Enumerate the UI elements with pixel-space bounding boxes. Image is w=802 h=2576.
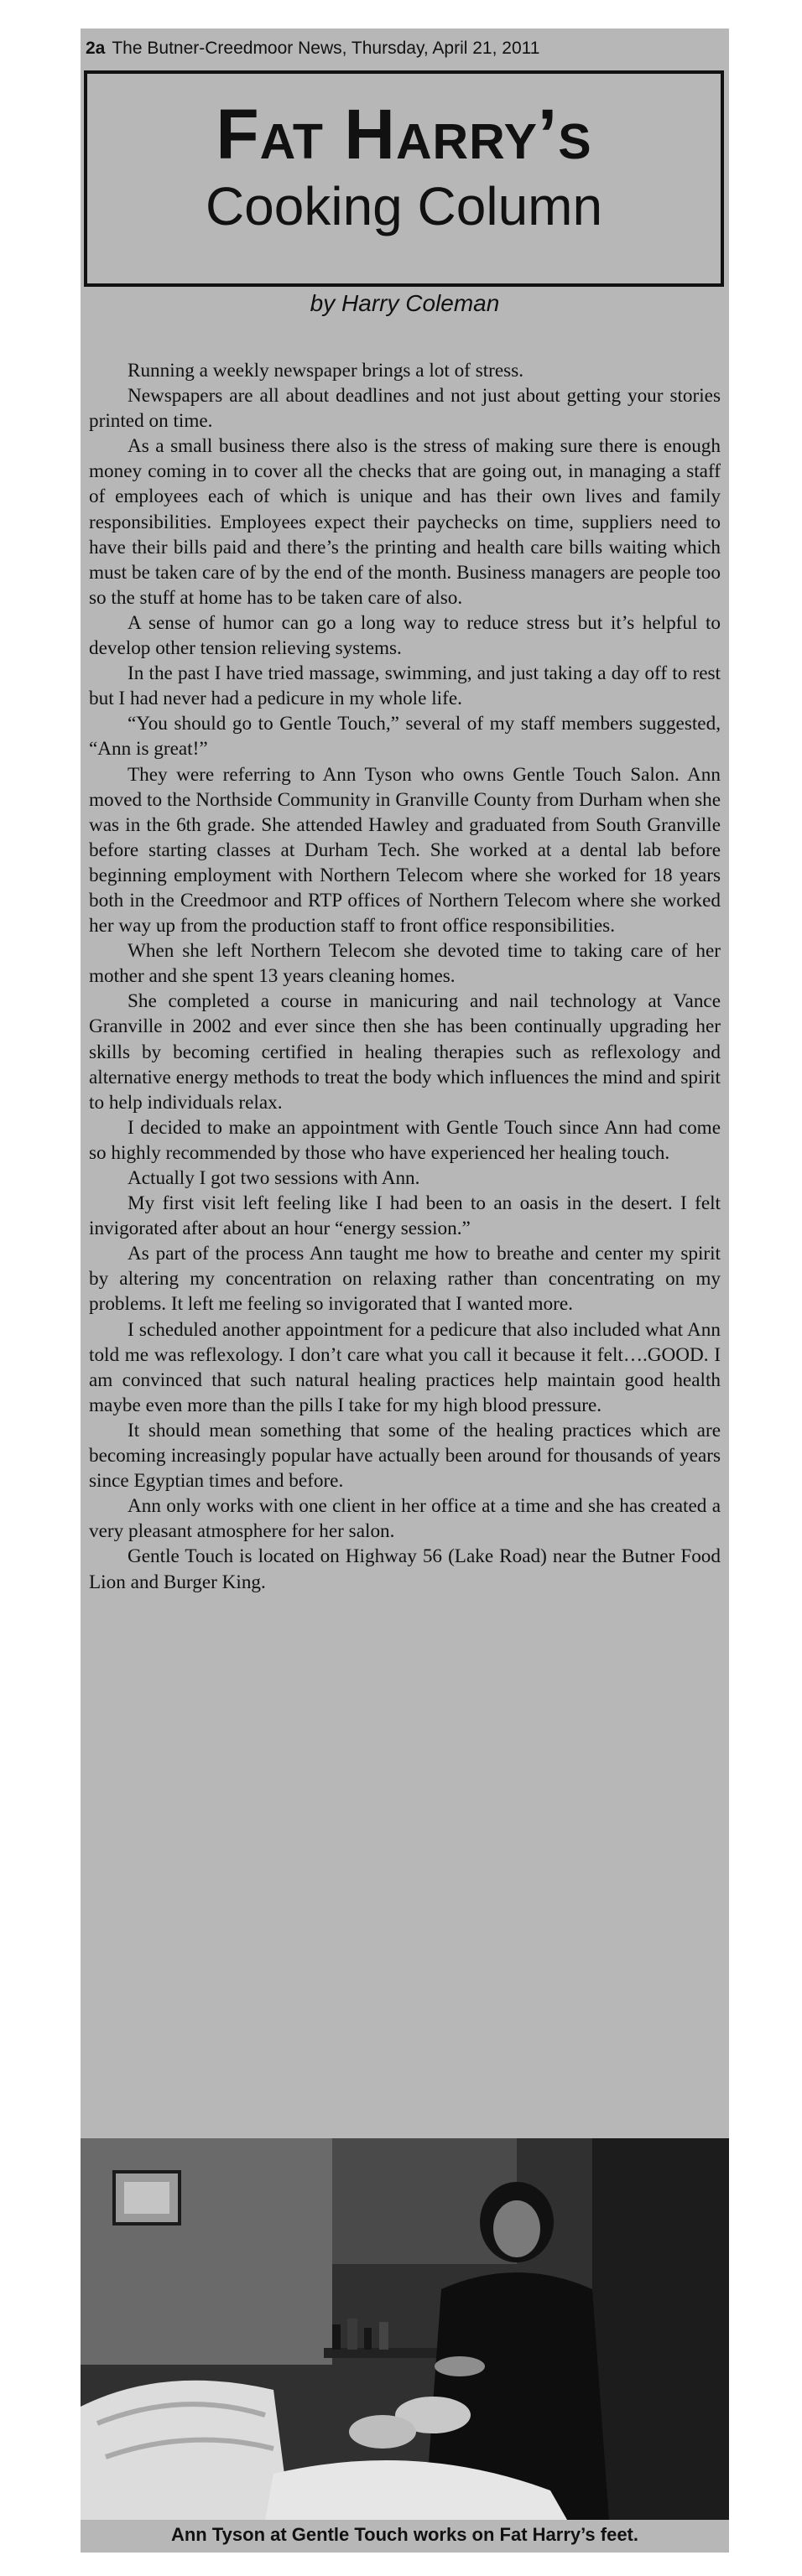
article-paragraph: When she left Northern Telecom she devoted time to taking care of her mother and she spent 13 years cleaning homes. [89,940,721,988]
article-paragraph: “You should go to Gentle Touch,” several of my staff members suggested, “Ann is great!” [89,713,721,761]
page-number: 2a [86,39,106,58]
photo-caption: Ann Tyson at Gentle Touch works on Fat Harry’s feet. [170,2524,638,2545]
column-title: Fat Harry’s [216,95,592,174]
article-paragraph: It should mean something that some of the healing practices which are becoming increasingly popular have actually been around for thousands of years since Egyptian times and before. [89,1419,721,1493]
article-paragraph: They were referring to Ann Tyson who owns Gentle Touch Salon. Ann moved to the Northside Community in Granville County from Durham when she was in the 6th grade. She attended Hawley and graduated from South Granville before starting classes at Durham Tech. She worked at a dental lab before beginning employment with Northern Telecom where she worked for 18 years both in the Creedmoor and RTP offices of Northern Telecom where she worked her way up from the production staff to front office responsibilities. [89,763,721,937]
article-paragraph: I scheduled another appointment for a pedicure that also included what Ann told me was reflexology. I don’t care what you call it because it felt….GOOD. I am convinced that such natural healing practices help maintain good health maybe even more than the pills I take for my high blood pressure. [89,1318,721,1416]
article-paragraph: As part of the process Ann taught me how to breathe and center my spirit by altering my concentration on relaxing rather than concentrating on my problems. It left me feeling so invigorated that I wanted more. [89,1243,721,1316]
article-paragraph: A sense of humor can go a long way to reduce stress but it’s helpful to develop other tension relieving systems. [89,611,721,660]
article-paragraph: Gentle Touch is located on Highway 56 (Lake Road) near the Butner Food Lion and Burger King. [89,1545,721,1593]
article-paragraph: Running a weekly newspaper brings a lot of stress. [128,360,524,382]
column-masthead [84,70,724,287]
article-paragraph: My first visit left feeling like I had been to an oasis in the desert. I felt invigorated after about an hour “energy session.” [89,1192,721,1240]
article-paragraph: In the past I have tried massage, swimming, and just taking a day off to rest but I had never had a pedicure in my whole life. [89,662,721,710]
article-paragraph: Ann only works with one client in her office at a time and she has created a very pleasant atmosphere for her salon. [89,1495,721,1543]
newspaper-page [81,29,729,2553]
salon-photo [81,2138,729,2520]
article-paragraph: She completed a course in manicuring and nail technology at Vance Granville in 2002 and ever since then she has been continually upgrading her skills by becoming certified in healing therapies such as reflexology and alternative energy methods to treat the body which influences the mind and spirit to help individuals relax. [89,990,721,1114]
article-paragraph: I decided to make an appointment with Gentle Touch since Ann had come so highly recommended by those who have experienced her healing touch. [89,1116,721,1164]
salon-photo-illustration [81,2138,729,2520]
dateline [81,32,729,65]
article-body [89,358,721,1595]
article-paragraph: Actually I got two sessions with Ann. [128,1167,420,1189]
article-paragraph: Newspapers are all about deadlines and not just about getting your stories printed on time. [89,385,721,433]
article-paragraph: As a small business there also is the stress of making sure there is enough money coming in to cover all the checks that are going out, in managing a staff of employees each of which is unique and has their own lives and family responsibilities. Employees expect their paychecks on time, suppliers need to have their bills paid and there’s the printing and health care bills waiting which must be taken care of by the end of the month. Business managers are people too so the stuff at home has to be taken care of also. [89,435,721,609]
publication-date: The Butner-Creedmoor News, Thursday, April 21, 2011 [112,39,540,58]
column-subtitle: Cooking Column [205,176,603,236]
byline: by Harry Coleman [310,290,500,316]
